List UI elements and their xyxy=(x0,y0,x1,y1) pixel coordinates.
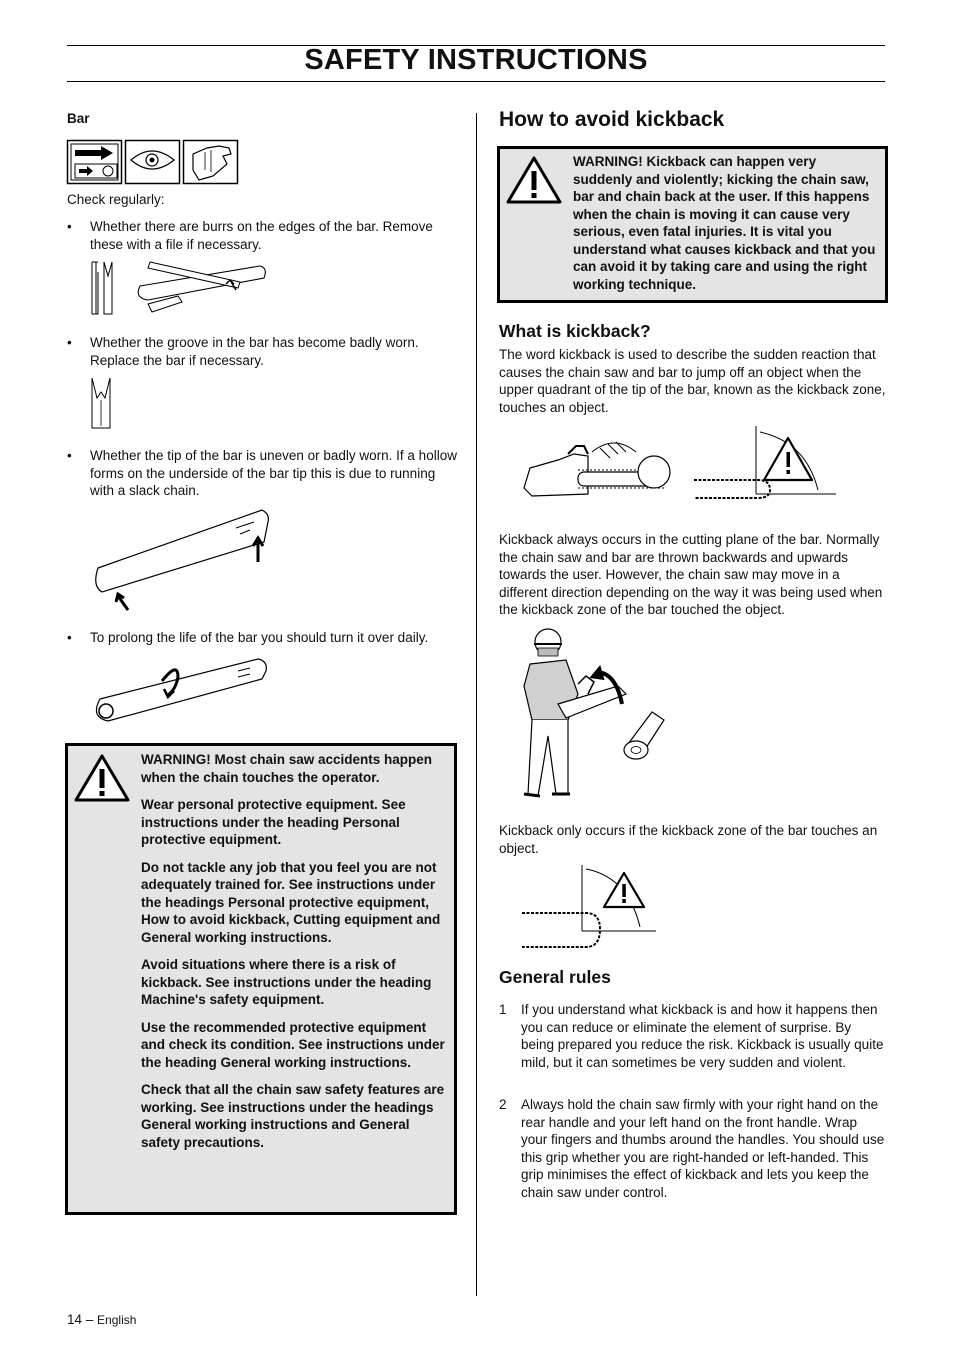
rule-text: If you understand what kickback is and how it happens then you can reduce or eliminate the element of surprise. By being prepared you reduce the risk. Kickback is usually quite mild, but it can sometimes be very sudden and violent. xyxy=(521,1002,884,1070)
worn-groove-illustration xyxy=(90,376,114,430)
rule-number: 1 xyxy=(499,1002,507,1017)
warning-text xyxy=(141,751,446,1161)
eye-inspect-icon xyxy=(125,140,180,184)
rule-item xyxy=(499,1001,885,1089)
kickback-heading: How to avoid kickback xyxy=(499,108,725,131)
bullet-text: Whether the tip of the bar is uneven or badly worn. If a hollow forms on the underside of the bar tip this is due to running with a slack chain. xyxy=(90,448,457,498)
bullet-marker: • xyxy=(67,335,72,350)
warning-paragraph: Use the recommended protective equipment and check its condition. See instructions under the heading General working instructions. xyxy=(141,1019,445,1070)
page-number: 14 – xyxy=(67,1312,94,1327)
protective-glove-icon xyxy=(183,140,238,184)
general-rules-heading: General rules xyxy=(499,967,611,987)
page-footer xyxy=(67,1312,136,1327)
warning-paragraph: Check that all the chain saw safety features are working. See instructions under the headings General working instructions and General safety precautions. xyxy=(141,1082,445,1150)
what-is-kickback-heading: What is kickback? xyxy=(499,321,651,341)
warning-paragraph: WARNING! Most chain saw accidents happen when the chain touches the operator. xyxy=(141,752,433,785)
bullet-item-burrs xyxy=(67,218,457,254)
rule-item xyxy=(499,1096,885,1202)
warning-text xyxy=(573,153,877,303)
kickback-zone-text: Kickback only occurs if the kickback zone of the bar touches an object. xyxy=(499,823,878,856)
warning-paragraph: WARNING! Kickback can happen very suddenly and violently; kicking the chain saw, bar and chain back at the user. If this happens when the chain is moving it can cause very serious, even fatal injuries. It is vital you understand what causes kickback and that you can avoid it by taking care and using the right working technique. xyxy=(573,154,876,292)
bar-tip-illustration xyxy=(90,506,275,614)
title-rule xyxy=(67,81,885,82)
warning-paragraph: Wear personal protective equipment. See instructions under the heading Personal protective equipment. xyxy=(141,797,406,847)
warning-box-accidents xyxy=(65,743,457,1215)
warning-triangle-icon xyxy=(506,156,562,204)
bullet-marker: • xyxy=(67,448,72,463)
rule-text: Always hold the chain saw firmly with your right hand on the rear handle and your left hand on the front handle. Wrap your fingers and thumbs around the handles. You should use this grip whether you are right-handed or left-handed. This grip minimises the effect of kickback and lets you keep the chain saw under control. xyxy=(521,1097,885,1200)
bullet-item-turn-over xyxy=(67,629,457,647)
bullet-marker: • xyxy=(67,219,72,234)
footer-language: English xyxy=(97,1313,137,1327)
bullet-item-groove xyxy=(67,334,457,370)
bullet-text: Whether there are burrs on the edges of the bar. Remove these with a file if necessary. xyxy=(90,219,433,252)
bullet-text: Whether the groove in the bar has become badly worn. Replace the bar if necessary. xyxy=(90,335,419,368)
bar-heading: Bar xyxy=(67,111,90,126)
bullet-text: To prolong the life of the bar you should turn it over daily. xyxy=(90,630,429,645)
bar-groove-illustration xyxy=(90,258,270,318)
cutting-plane-text: Kickback always occurs in the cutting plane of the bar. Normally the chain saw and bar are thrown backwards and upwards towards the user. However, the chain saw may move in a different direction depending on the way it was being used when the kickback zone of the bar touched the object. xyxy=(499,532,883,617)
kickback-zone-illustration xyxy=(520,863,660,951)
bullet-marker: • xyxy=(67,630,72,645)
rule-number: 2 xyxy=(499,1097,507,1112)
check-regularly-text: Check regularly: xyxy=(67,192,165,207)
stop-engine-icon xyxy=(67,140,122,184)
warning-paragraph: Do not tackle any job that you feel you are not adequately trained for. See instructions under the headings Personal protective equipment, How to avoid kickback, Cutting equipment and General working instructions. xyxy=(141,859,441,945)
warning-paragraph: Avoid situations where there is a risk of kickback. See instructions under the heading Machine's safety equipment. xyxy=(141,957,432,1007)
warning-box-kickback xyxy=(497,146,888,303)
chainsaw-kickback-illustration xyxy=(518,424,838,500)
operator-kickback-illustration xyxy=(518,624,668,804)
page-title: SAFETY INSTRUCTIONS xyxy=(304,44,648,76)
warning-triangle-icon xyxy=(74,754,130,802)
column-divider xyxy=(476,113,477,1296)
bullet-item-tip xyxy=(67,447,457,501)
what-is-kickback-text: The word kickback is used to describe the sudden reaction that causes the chain saw and bar to jump off an object when the upper quadrant of the tip of the bar, known as the kickback zone, touches an object. xyxy=(499,347,886,415)
bar-turn-over-illustration xyxy=(90,655,270,725)
